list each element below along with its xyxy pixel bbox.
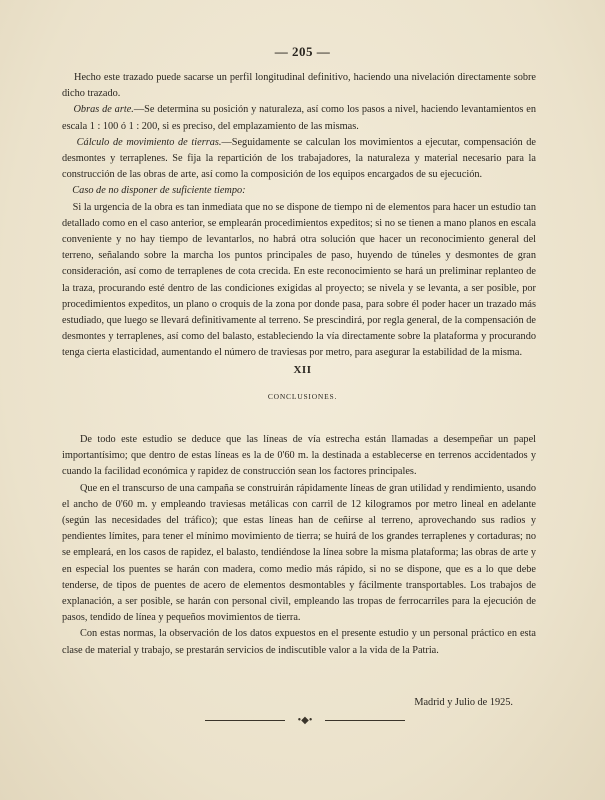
- section-number: XII: [293, 364, 312, 376]
- paragraph-text: Hecho este trazado puede sacarse un perfil longitudinal definitivo, haciendo una nivelación directamente sobre dicho trazado.: [62, 72, 537, 100]
- section-title: CONCLUSIONES.: [267, 392, 338, 401]
- paragraph-lead: Cálculo de movimiento de tierras.: [76, 136, 222, 148]
- divider-glyph: •◆•: [297, 715, 313, 726]
- page-number: — 205 —: [274, 44, 331, 59]
- paragraph-urgencia: [62, 200, 536, 362]
- paragraph-calculo-tierras: [62, 135, 536, 184]
- conclusion-paragraph: De todo este estudio se deduce que las líneas de vía estrecha están llamadas a desempeñar un papel importantísimo; que dentro de estas líneas es la de 0'60 m. la destinada a establecerse en terrenos accidentados y cuando la facilidad económica y rapidez de construcción sean los factores principales.: [62, 434, 536, 478]
- divider-line-right: [325, 720, 405, 721]
- paragraph-caso-tiempo: [62, 183, 536, 199]
- paragraph-text: —Se determina su posición y naturaleza, así como los pasos a nivel, haciendo levantamientos en escala 1 : 100 ó 1 : 200, si es preciso, del emplazamiento de las mismas.: [62, 104, 537, 132]
- paragraph-lead: Obras de arte.: [73, 104, 134, 116]
- signature-date: Madrid y Julio de 1925.: [414, 697, 513, 708]
- paragraph-lead: Caso de no disponer de suficiente tiempo:: [72, 185, 246, 197]
- divider-line-left: [205, 720, 285, 721]
- flourish-divider-icon: [205, 714, 405, 728]
- conclusion-paragraph: Con estas normas, la observación de los datos expuestos en el presente estudio y un personal práctico en esta clase de material y trabajo, se prestarán servicios de indiscutible valor a la vida de la Patria.: [62, 628, 536, 656]
- paragraph-text: Si la urgencia de la obra es tan inmediata que no se dispone de tiempo ni de elementos para hacer un estudio tan detallado como en el caso anterior, se emplearán procedimientos expeditos; si no se tienen a mano planos en escala conveniente y no hay tiempo de levantarlos, no habrá otra solución que hacer un reconocimiento general del terreno, señalando sobre la marcha los puntos principales de paso, huyendo de túneles y desmontes de gran consideración, así como de terraplenes de cota crecida. En este reconocimiento se hará un preliminar replanteo de la traza, procurando esté dentro de las condiciones exigidas al proyecto; se nivela y se levanta, a ser posible, por procedimientos expeditos, un plano o croquis de la zona por donde pasa, para sobre él poder hacer un trazado más estudiado, que luego se llevará definitivamente al terreno. Se prescindirá, por regla general, de la compensación de desmontes y terraplenes, así como del balasto, estableciendo la vía directamente sobre la plataforma y procurando tenga cierta elasticidad, aumentando el número de traviesas por metro, para asegurar la estabilidad de la misma.: [62, 201, 536, 359]
- conclusion-paragraph: Que en el transcurso de una campaña se construirán rápidamente líneas de gran utilidad y rendimiento, usando el ancho de 0'60 m. y empleando traviesas metálicas con carril de 12 kilogramos por metro lineal en adelante (según las necesidades del tráfico); que estas líneas han de ceñirse al terreno, aprovechando sus radios y pendientes límites, para tener el mínimo movimiento de tierra; se huirá de los grandes terraplenes y cortaduras; no se empleará, en los casos de rapidez, el balasto, tendiéndose la línea sobre la misma plataforma; las obras de arte y en especial los puentes se harán con madera, como medio más rápido, si no se dispone, que es a lo que debe tenderse, de tipos de puentes de acero de elementos desmontables y fácilmente transportables. Los trabajos de explanación, a ser posible, se harán con personal civil, empleando las tropas de ferrocarriles para la ejecución de pasos, tendido de línea y pequeños movimientos de tierra.: [62, 482, 536, 624]
- paragraph-text: —Seguidamente se calculan los movimientos a ejecutar, compensación de desmontes y terraplenes. Se fija la repartición de los trabajadores, la naturaleza y material necesario para la construcción de las obras de arte, así como la composición de los equipos encargados de su ejecución.: [62, 136, 536, 181]
- paragraph-trazado: [62, 70, 536, 102]
- paragraph-obras-de-arte: [62, 102, 536, 134]
- conclusions-section: [62, 432, 536, 659]
- top-section: [62, 70, 536, 362]
